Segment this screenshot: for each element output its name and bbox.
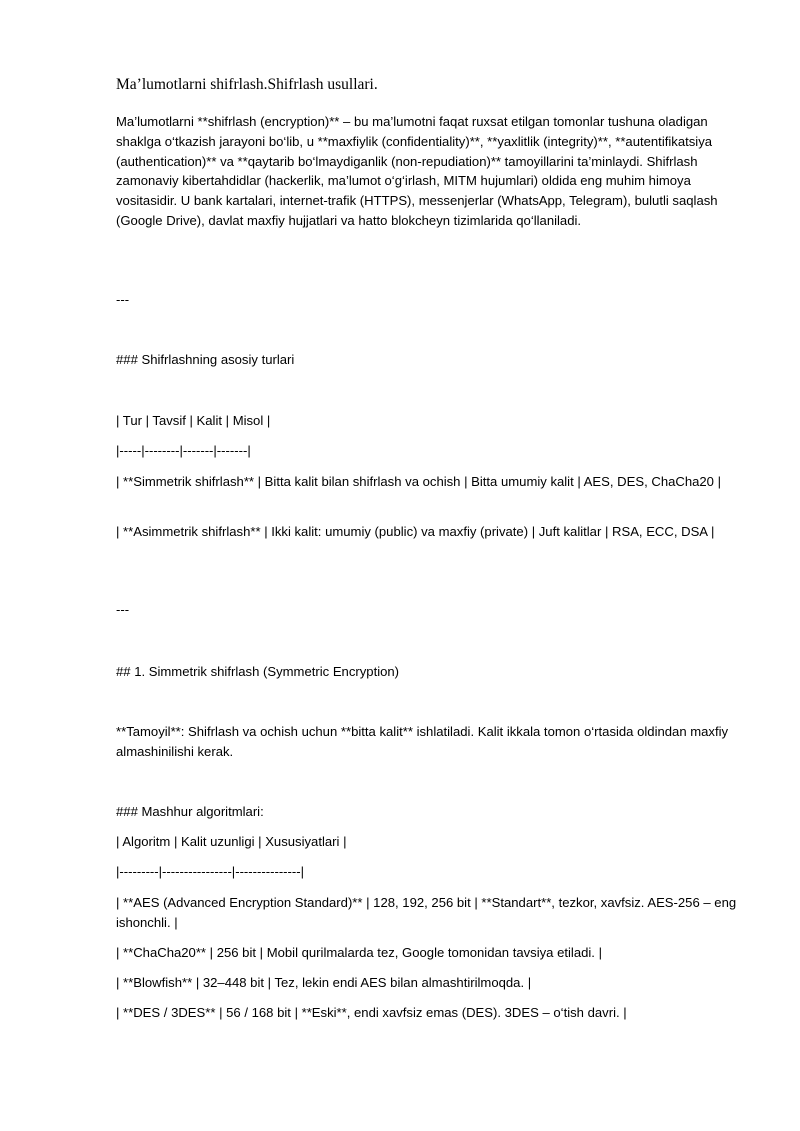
principle-paragraph: **Tamoyil**: Shifrlash va ochish uchun **bitta kalit** ishlatiladi. Kalit ikkala tomon o‘rtasida oldindan maxfiy almashinilishi kerak. — [116, 724, 729, 759]
heading-algorithms: ### Mashhur algoritmlari: — [116, 804, 264, 819]
heading-symmetric: ## 1. Simmetrik shifrlash (Symmetric Encryption) — [116, 664, 400, 679]
types-table-row-asymmetric: | **Asimmetrik shifrlash** | Ikki kalit: umumiy (public) va maxfiy (private) | Juft kalitlar | RSA, ECC, DSA | — [116, 524, 715, 539]
algo-table-row-chacha20: | **ChaCha20** | 256 bit | Mobil qurilmalarda tez, Google tomonidan tavsiya etiladi. | — [116, 945, 602, 960]
types-table-header: | Tur | Tavsif | Kalit | Misol | — [116, 413, 271, 428]
algo-table-row-des: | **DES / 3DES** | 56 / 168 bit | **Eski**, endi xavfsiz emas (DES). 3DES – o‘tish davri. | — [116, 1005, 627, 1020]
algo-table-header: | Algoritm | Kalit uzunligi | Xususiyatlari | — [116, 834, 347, 849]
heading-types: ### Shifrlashning asosiy turlari — [116, 352, 295, 367]
separator-2: --- — [116, 602, 130, 617]
algo-table-row-blowfish: | **Blowfish** | 32–448 bit | Tez, lekin endi AES bilan almashtirilmoqda. | — [116, 975, 532, 990]
separator-1: --- — [116, 292, 130, 307]
types-table-row-symmetric: | **Simmetrik shifrlash** | Bitta kalit bilan shifrlash va ochish | Bitta umumiy kalit | AES, DES, ChaCha20 | — [116, 474, 722, 489]
document-title: Ma’lumotlarni shifrlash.Shifrlash usullari. — [116, 76, 378, 93]
intro-paragraph: Ma’lumotlarni **shifrlash (encryption)** – bu ma’lumotni faqat ruxsat etilgan tomonlar tushuna oladigan shaklga o‘tkazish jarayoni bo‘lib, u **maxfiylik (confidentiality)**, **yaxlitlik (integrity)**, **autentifikatsiya (authentication)** va **qaytarib bo‘lmaydiganlik (non-repudiation)** tamoyillarini ta’minlaydi. Shifrlash zamonaviy kibertahdidlar (hackerlik, ma’lumot o‘g‘irlash, MITM hujumlari) oldida eng muhim himoya vositasidir. U bank kartalari, internet-trafik (HTTPS), messenjerlar (WhatsApp, Telegram), bulutli saqlash (Google Drive), davlat maxfiy hujjatlari va hatto blokcheyn tizimlarida qo‘llaniladi. — [116, 114, 718, 228]
algo-table-row-aes: | **AES (Advanced Encryption Standard)** | 128, 192, 256 bit | **Standart**, tezkor, xavfsiz. AES-256 – eng ishonchli. | — [116, 895, 737, 930]
algo-table-divider: |---------|----------------|---------------| — [116, 864, 305, 879]
types-table-divider: |-----|--------|-------|-------| — [116, 443, 251, 458]
